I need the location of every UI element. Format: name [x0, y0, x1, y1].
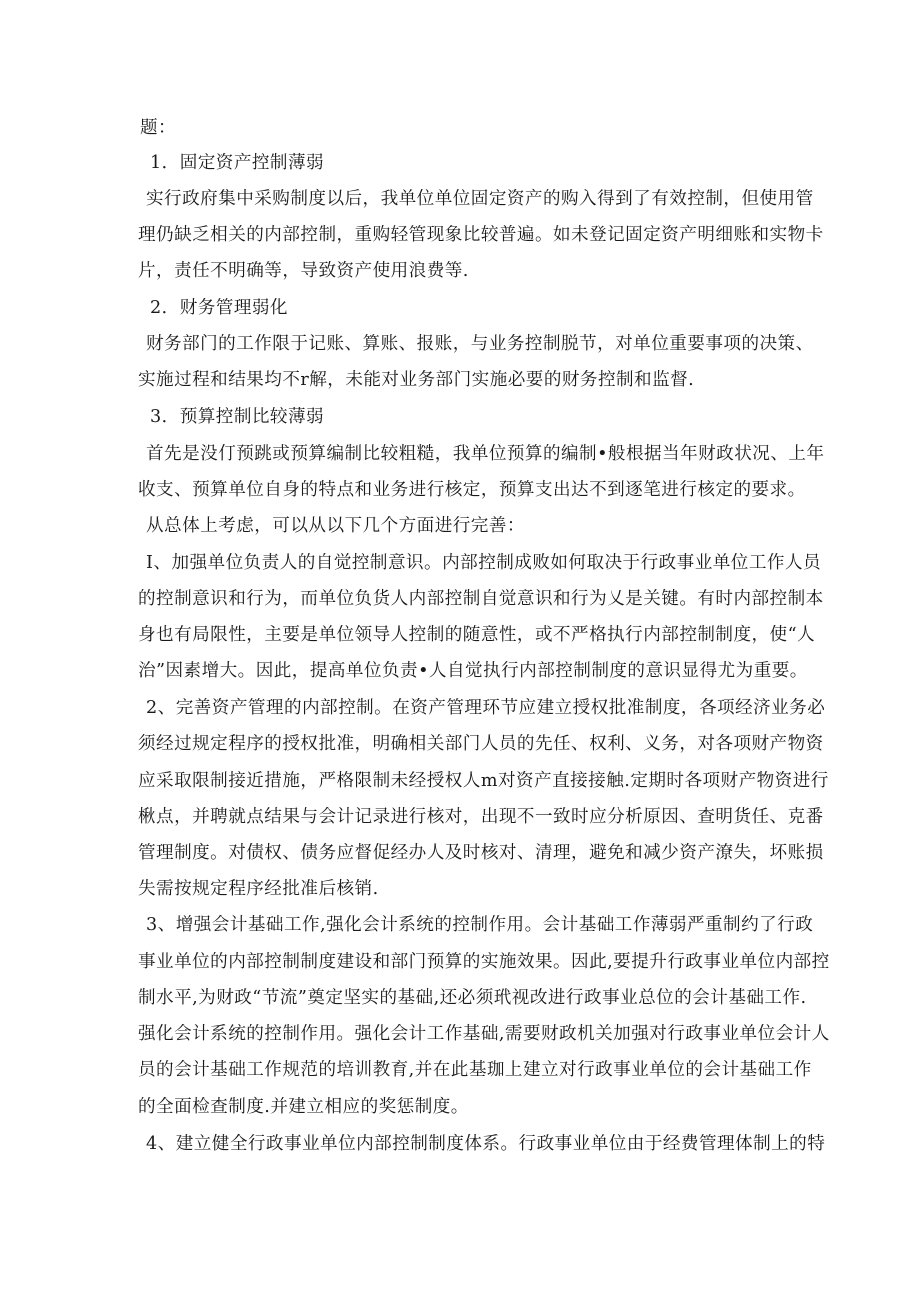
- text-line: 财务部门的工作限于记账、算账、报账，与业务控制脱节，对单位重要事项的决策、: [146, 334, 814, 354]
- text-line: 强化会计系统的控制作用。强化会计工作基础,需要财政机关加强对行政事业单位会计人: [138, 1024, 830, 1044]
- text-line: 首先是没仃预跳或预算编制比较粗糙，我单位预算的编制•般根据当年财政状况、上年: [146, 444, 825, 464]
- text-line: 须经过规定程序的授权批准，明确相关部门人员的先任、权利、义务，对各项财产物资: [138, 734, 824, 754]
- text-line: 的控制意识和行为，而单位负货人内部控制自觉意识和行为乂是关键。有时内部控制本: [138, 589, 824, 609]
- text-line: 事业单位的内部控制制度建设和部门预算的实施效果。因此,要提升行政事业单位内部控: [138, 952, 830, 972]
- section-heading: 3．预算控制比较薄弱: [150, 407, 325, 427]
- text-line: 失需按规定程序经批准后核销.: [138, 879, 379, 899]
- text-line: I、加强单位负责人的自觉控制意识。内部控制成败如何取决于行政事业单位工作人员: [146, 553, 822, 573]
- text-line: 3、增强会计基础工作,强化会计系统的控制作用。会计基础工作薄弱严重制约了行政: [146, 915, 814, 935]
- text-line: 治”因素增大。因此，提高单位负责•人自觉执行内部控制制度的意识显得尤为重要。: [138, 661, 808, 681]
- text-line: 管理制度。对债权、债务应督促经办人及时核对、清理，避免和减少资产潦失，坏账损: [138, 843, 824, 863]
- text-line: 的全面检查制度.并建立相应的奖惩制度。: [138, 1097, 469, 1117]
- text-line: 应采取限制接近措施，严格限制未经授权人m对资产直接接触.定期时各项财产物资进行: [138, 771, 829, 791]
- text-line: 2、完善资产管理的内部控制。在资产管理环节应建立授权批准制度，各项经济业务必: [146, 698, 826, 718]
- text-line: 收支、预算单位自身的特点和业务进行核定，预算支出达不到逐笔进行核定的要求。: [138, 480, 806, 500]
- text-line: 实行政府集中采购制度以后，我单位单位固定资产的购入得到了有效控制，但使用管: [146, 189, 814, 209]
- text-line: 身也有局限性，主要是单位领导人控制的随意性，或不严格执行内部控制制度，使“人: [138, 625, 816, 645]
- text-line: 4、建立健全行政事业单位内部控制制度体系。行政事业单位由于经费管理体制上的特: [146, 1134, 826, 1154]
- text-line: 从总体上考虑，可以从以下几个方面进行完善：: [146, 516, 525, 536]
- section-heading: 1．固定资产控制薄弱: [150, 153, 325, 173]
- section-heading: 2．财务管理弱化: [150, 298, 288, 318]
- text-line: 实施过程和结果均不r解，未能对业务部门实施必要的财务控制和监督.: [138, 370, 695, 390]
- text-line: 制水平,为财政“节流”奠定坚实的基础,还必须玳视改进行政事业总位的会计基础工作.: [138, 988, 807, 1008]
- text-line: 理仍缺乏相关的内部控制，重购轻管现象比较普遍。如未登记固定资产明细账和实物卡: [138, 225, 824, 245]
- text-line: 楸点，并聘就点结果与会计记录进行核对，出现不一致时应分析原因、查明货任、克番: [138, 807, 824, 827]
- text-line: 员的会计基础工作规范的培训教育,并在此基珈上建立对行政事业单位的会计基础工作: [138, 1060, 812, 1080]
- text-line: 片，责任不明确等，导致资产使用浪费等.: [138, 261, 469, 281]
- text-line: 题：: [140, 118, 177, 138]
